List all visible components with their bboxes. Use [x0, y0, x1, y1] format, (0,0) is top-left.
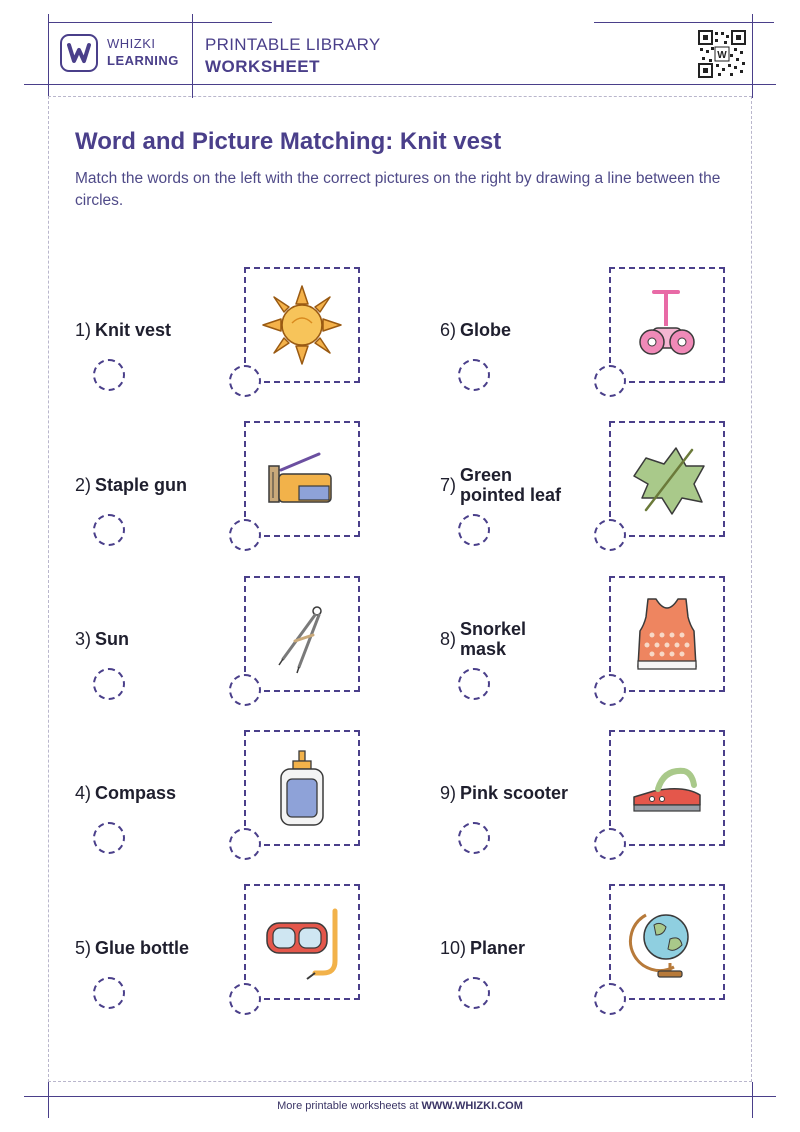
footer-rule [24, 1096, 776, 1097]
item-word: Knit vest [95, 320, 172, 340]
snorkel-mask-icon [259, 899, 345, 985]
right-picture-dot-7[interactable] [594, 519, 626, 551]
item-word: Pink scooter [460, 783, 569, 803]
w-logo-icon [67, 42, 91, 64]
right-item-9-label [440, 783, 568, 803]
left-item-1-label [75, 320, 171, 340]
brand-subtitle: LEARNING [107, 53, 179, 68]
footer-prefix: More printable worksheets at [277, 1100, 422, 1112]
item-number: 6) [440, 320, 457, 340]
left-word-dot-1[interactable] [93, 359, 125, 391]
header-right-vrule [752, 14, 753, 98]
glue-bottle-icon [259, 745, 345, 831]
left-picture-dot-2[interactable] [229, 519, 261, 551]
item-number: 1) [75, 320, 92, 340]
left-picture-dot-4[interactable] [229, 828, 261, 860]
item-number: 10) [440, 938, 467, 958]
right-picture-dot-9[interactable] [594, 828, 626, 860]
item-word: Staple gun [95, 475, 188, 495]
right-item-6-label [440, 320, 511, 340]
left-word-dot-4[interactable] [93, 822, 125, 854]
item-word: Compass [95, 783, 177, 803]
left-picture-box-2 [244, 421, 360, 537]
item-word-line-1: Snorkel [460, 619, 527, 639]
left-item-4-label [75, 783, 176, 803]
header-top-rule-right [594, 22, 774, 23]
green-leaf-icon [624, 436, 710, 522]
item-word-line-2: mask [460, 639, 507, 659]
item-number: 5) [75, 938, 92, 958]
right-word-dot-9[interactable] [458, 822, 490, 854]
compass-icon [259, 591, 345, 677]
left-picture-dot-1[interactable] [229, 365, 261, 397]
whizki-logo [60, 34, 98, 72]
right-item-7-label [440, 465, 561, 505]
left-item-3-label [75, 629, 129, 649]
left-item-2-label [75, 475, 187, 495]
left-word-dot-2[interactable] [93, 514, 125, 546]
globe-icon [624, 899, 710, 985]
footer-link[interactable]: WWW.WHIZKI.COM [421, 1100, 523, 1112]
item-word [460, 619, 526, 659]
right-picture-dot-6[interactable] [594, 365, 626, 397]
left-item-5-label [75, 938, 189, 958]
pink-scooter-icon [624, 282, 710, 368]
right-picture-dot-10[interactable] [594, 983, 626, 1015]
item-word: Glue bottle [95, 938, 190, 958]
left-picture-dot-3[interactable] [229, 674, 261, 706]
sun-icon [259, 282, 345, 368]
knit-vest-icon [624, 591, 710, 677]
item-number: 2) [75, 475, 92, 495]
right-picture-box-7 [609, 421, 725, 537]
worksheet-title: Word and Picture Matching: Knit vest [75, 128, 502, 155]
left-word-dot-3[interactable] [93, 668, 125, 700]
worksheet-label: WORKSHEET [205, 57, 320, 76]
left-picture-dot-5[interactable] [229, 983, 261, 1015]
library-label: PRINTABLE LIBRARY [205, 35, 381, 54]
qr-code-icon[interactable] [698, 30, 746, 78]
planer-icon [624, 745, 710, 831]
brand-name: WHIZKI [107, 36, 156, 51]
item-word: Sun [95, 629, 130, 649]
right-picture-box-8 [609, 576, 725, 692]
footer [0, 1100, 800, 1112]
right-word-dot-6[interactable] [458, 359, 490, 391]
item-word: Globe [460, 320, 512, 340]
header-bottom-rule [24, 84, 776, 85]
left-picture-box-5 [244, 884, 360, 1000]
item-word [460, 465, 561, 505]
header-top-rule [48, 22, 272, 23]
item-number: 3) [75, 629, 92, 649]
qr-center-label: W [717, 50, 727, 61]
item-word-line-1: Green [460, 465, 513, 485]
left-picture-box-4 [244, 730, 360, 846]
right-item-8-label [440, 619, 526, 659]
left-word-dot-5[interactable] [93, 977, 125, 1009]
left-picture-box-3 [244, 576, 360, 692]
item-number: 7) [440, 475, 457, 495]
staple-gun-icon [259, 436, 345, 522]
item-number: 8) [440, 629, 457, 649]
right-picture-box-6 [609, 267, 725, 383]
header-left-vrule [48, 14, 49, 98]
right-word-dot-8[interactable] [458, 668, 490, 700]
item-word: Planer [470, 938, 526, 958]
right-item-10-label [440, 938, 525, 958]
instructions: Match the words on the left with the correct pictures on the right by drawing a line between the circles. [75, 170, 721, 209]
item-word-line-2: pointed leaf [460, 485, 562, 505]
header-mid-vrule [192, 14, 193, 98]
item-number: 9) [440, 783, 457, 803]
right-picture-box-10 [609, 884, 725, 1000]
right-word-dot-7[interactable] [458, 514, 490, 546]
item-number: 4) [75, 783, 92, 803]
left-picture-box-1 [244, 267, 360, 383]
right-picture-box-9 [609, 730, 725, 846]
right-word-dot-10[interactable] [458, 977, 490, 1009]
right-picture-dot-8[interactable] [594, 674, 626, 706]
